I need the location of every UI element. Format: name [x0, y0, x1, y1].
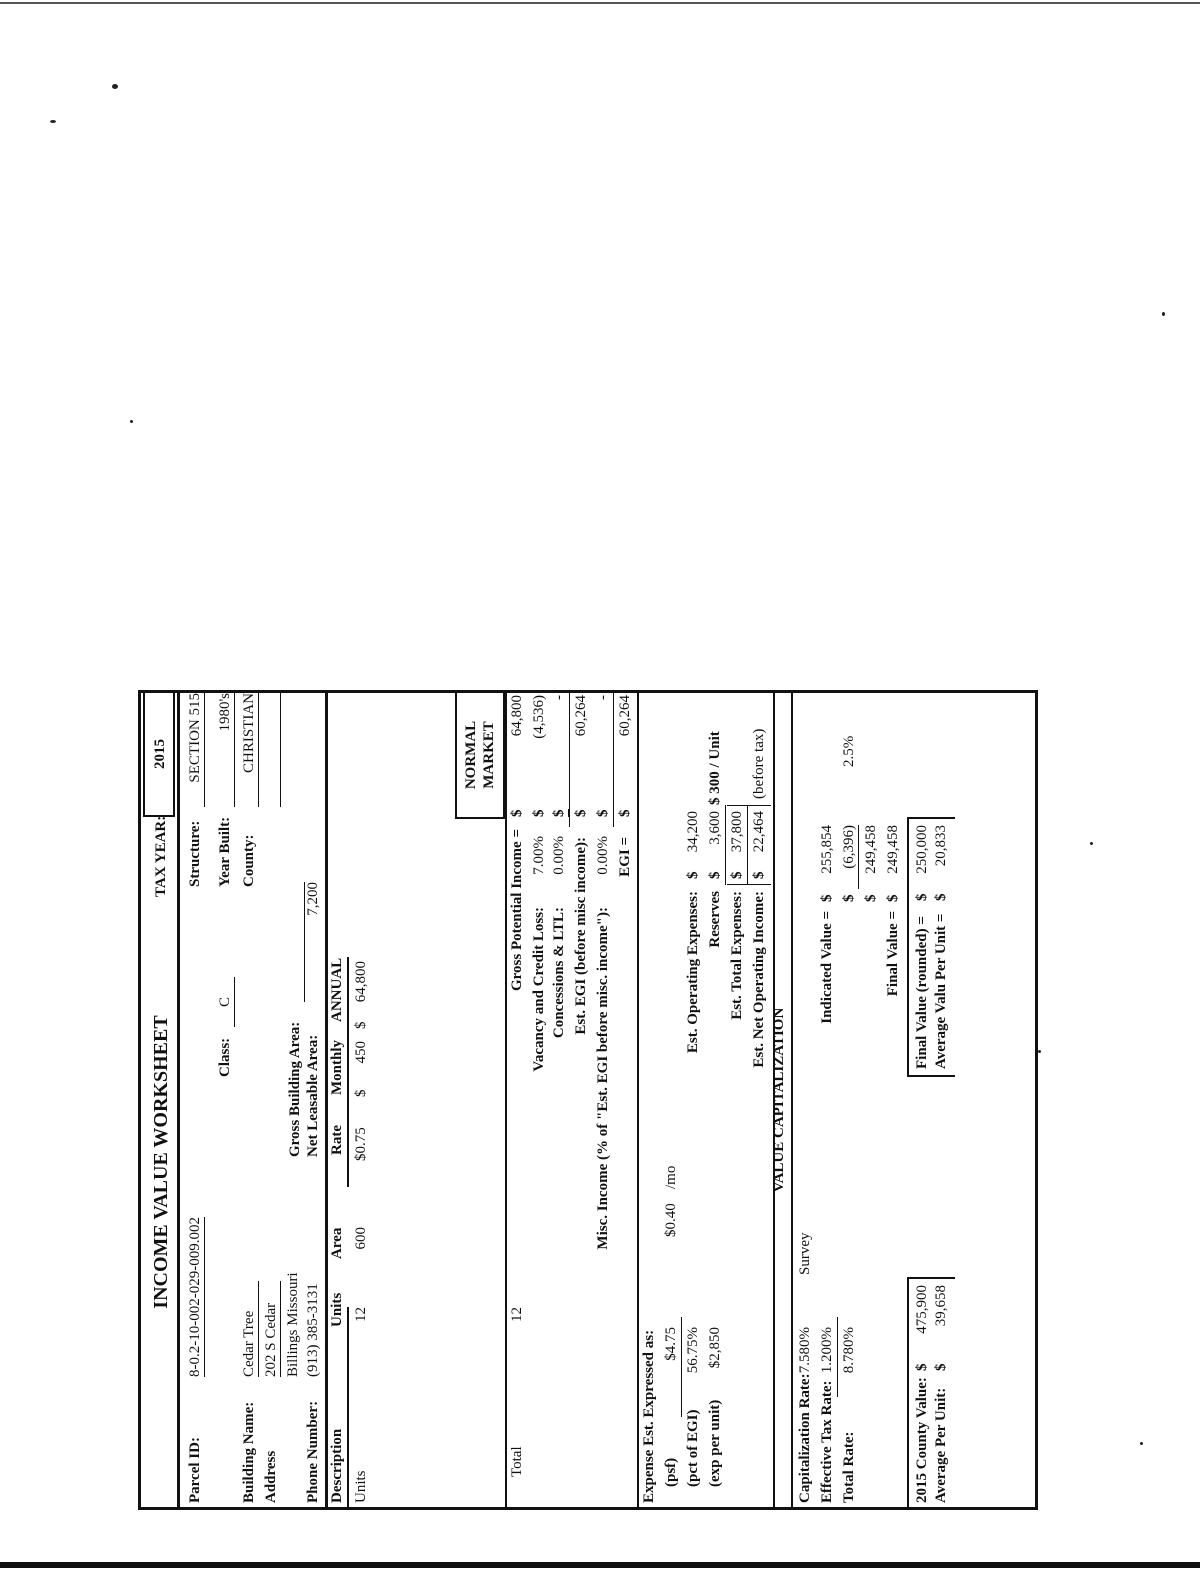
county-value-currency: $ — [914, 1363, 930, 1371]
parcel-label: Parcel ID: — [187, 1437, 203, 1503]
concessions-currency: $ — [551, 809, 567, 817]
noi-value: 22,464 — [751, 811, 767, 853]
blank-field — [263, 693, 281, 807]
op-exp-currency: $ — [685, 871, 701, 879]
address-line1: 202 S Cedar — [263, 1281, 281, 1377]
psf-label: (psf) — [663, 1457, 679, 1487]
county-value-label: 2015 County Value: — [914, 1377, 930, 1503]
concessions-pct: 0.00% — [551, 836, 567, 875]
noi-label: Est. Net Operating Income: — [751, 891, 767, 1068]
underline — [725, 805, 726, 885]
row-description: Units — [353, 1470, 369, 1503]
misc-income-pct: 0.00% — [595, 836, 611, 875]
scan-speck — [1038, 1050, 1041, 1053]
col-rate: Rate — [329, 1125, 345, 1155]
noi-note: (before tax) — [751, 728, 767, 799]
scan-speck — [1162, 312, 1165, 316]
divider — [773, 693, 775, 1507]
final-rounded-currency: $ — [914, 893, 930, 901]
class-value: C — [217, 977, 235, 1027]
final-value: 249,458 — [885, 825, 901, 874]
divider — [791, 693, 793, 1507]
underline — [837, 1317, 838, 1397]
gba-value — [287, 882, 305, 1002]
psf-monthly-unit: /mo — [663, 1165, 679, 1189]
cap-rate-source: Survey — [797, 1232, 813, 1275]
tax-year-value: 2015 — [152, 739, 168, 769]
total-exp-currency: $ — [729, 871, 745, 879]
col-annual: ANNUAL — [329, 957, 345, 1022]
building-name: Cedar Tree — [241, 1281, 259, 1377]
divider — [637, 693, 639, 1507]
underline — [613, 691, 614, 827]
col-monthly: Monthly — [329, 1039, 345, 1095]
county-value-box — [907, 1277, 955, 1507]
concessions-value: - — [551, 695, 567, 700]
county-value: 475,900 — [914, 1285, 930, 1334]
est-egi-value: 60,264 — [573, 695, 589, 737]
concessions-label: Concessions & LTL: — [551, 907, 567, 1039]
year-built-value: 1980's — [217, 693, 235, 807]
total-exp-label: Est. Total Expenses: — [729, 891, 745, 1020]
scan-speck — [1140, 1442, 1143, 1445]
pct-egi-label: (pct of EGI) — [685, 1409, 701, 1487]
scan-speck — [1090, 842, 1093, 845]
adjustment-value: (6,396) — [841, 825, 859, 889]
county-label: County: — [241, 834, 257, 887]
pct-egi-value: 56.75% — [685, 1327, 701, 1374]
avg-per-unit-value: 39,658 — [933, 1285, 949, 1327]
vacancy-label: Vacancy and Credit Loss: — [531, 907, 547, 1072]
eff-tax-value: 1.200% — [819, 1327, 835, 1374]
egi-value: 60,264 — [617, 695, 633, 737]
total-label: Total — [509, 1446, 525, 1477]
vacancy-pct: 7.00% — [531, 836, 547, 875]
final-rounded-label: Final Value (rounded) = — [914, 916, 930, 1069]
adjustment-currency: $ — [841, 894, 857, 902]
divider — [347, 957, 349, 1187]
market-line2: MARKET — [481, 721, 497, 789]
year-built-label: Year Built: — [217, 816, 233, 887]
vacancy-value: (4,536) — [531, 695, 547, 739]
avg-per-unit-label: Average Per Unit: — [933, 1387, 949, 1503]
col-description: Description — [329, 1428, 345, 1503]
per-unit-value: $2,850 — [707, 1327, 723, 1369]
normal-market-box — [455, 691, 505, 819]
total-exp-value: 37,800 — [729, 811, 745, 853]
structure-value: SECTION 515 — [187, 693, 205, 807]
phone-value: (913) 385-3131 — [305, 1283, 321, 1377]
per-unit-label: (exp per unit) — [707, 1399, 723, 1487]
total-rate-label: Total Rate: — [841, 1431, 857, 1503]
final-rounded-value: 250,000 — [914, 825, 930, 874]
underline — [569, 691, 570, 827]
nla-value: 7,200 — [305, 882, 321, 916]
indicated-currency: $ — [819, 894, 835, 902]
row-monthly-currency: $ — [353, 1089, 369, 1097]
egi-label: EGI = — [617, 837, 633, 877]
tax-year-label: TAX YEAR: — [153, 815, 169, 897]
gba-label: Gross Building Area: — [287, 1021, 303, 1157]
gpi-value: 64,800 — [509, 695, 525, 737]
final-rounded-box — [907, 817, 955, 1077]
total-rate-value: 8.780% — [841, 1327, 857, 1374]
op-exp-value: 34,200 — [685, 811, 701, 853]
row-area: 600 — [353, 1227, 369, 1250]
adjustment-pct: 2.5% — [841, 735, 857, 767]
final-label: Final Value = — [885, 911, 901, 997]
avg-valu-value: 20,833 — [933, 825, 949, 867]
address-label: Address — [263, 1450, 279, 1503]
address-line2: Billings Missouri — [285, 1272, 301, 1377]
row-monthly: 450 — [353, 1041, 369, 1064]
scan-speck — [112, 84, 118, 89]
misc-income-currency: $ — [595, 809, 611, 817]
psf-monthly: $0.40 — [663, 1203, 679, 1237]
misc-income-value: - — [595, 695, 611, 700]
est-egi-currency: $ — [573, 809, 589, 817]
gpi-currency: $ — [509, 809, 525, 817]
scan-speck — [130, 420, 133, 423]
parcel-id: 8-0.2-10-002-029-009.002 — [187, 1217, 203, 1377]
egi-currency: $ — [617, 809, 633, 817]
row-annual: 64,800 — [353, 961, 369, 1003]
worksheet-title: INCOME VALUE WORKSHEET — [150, 1015, 172, 1309]
est-egi-label: Est. EGI (before misc income): — [573, 837, 589, 1035]
row-annual-currency: $ — [353, 1021, 369, 1029]
subtotal-value: 249,458 — [863, 825, 879, 874]
class-label: Class: — [217, 1037, 233, 1077]
avg-valu-label: Average Valu Per Unit = — [933, 913, 949, 1069]
underline — [681, 1317, 682, 1417]
reserves-label: Reserves — [707, 891, 723, 948]
eff-tax-label: Effective Tax Rate: — [819, 1380, 835, 1503]
indicated-value: 255,854 — [819, 825, 835, 874]
county-value: CHRISTIAN — [241, 693, 259, 807]
expense-heading: Expense Est. Expressed as: — [641, 1329, 657, 1503]
building-name-label: Building Name: — [241, 1401, 257, 1503]
scan-edge-top — [0, 2, 1200, 4]
col-area: Area — [329, 1227, 345, 1259]
structure-label: Structure: — [187, 820, 203, 887]
cap-rate-label: Capitalization Rate: — [797, 1373, 813, 1503]
reserves-currency: $ — [707, 871, 723, 879]
divider — [325, 693, 328, 1507]
row-units: 12 — [353, 1307, 369, 1322]
income-value-worksheet — [138, 690, 1038, 1510]
gpi-label: Gross Potential Income = — [509, 829, 525, 992]
noi-currency: $ — [751, 871, 767, 879]
avg-valu-currency: $ — [933, 893, 949, 901]
divider — [505, 693, 507, 1507]
cap-rate-value: 7.580% — [797, 1327, 813, 1374]
final-currency: $ — [885, 894, 901, 902]
market-line1: NORMAL — [463, 720, 479, 790]
indicated-label: Indicated Value = — [819, 911, 835, 1024]
op-exp-label: Est. Operating Expenses: — [685, 891, 701, 1054]
vacancy-currency: $ — [531, 809, 547, 817]
tax-year-box — [143, 691, 175, 817]
capitalization-heading: VALUE CAPITALIZATION — [771, 1007, 787, 1193]
total-units: 12 — [509, 1307, 525, 1322]
scan-edge-bottom — [0, 1562, 1200, 1568]
col-units: Units — [329, 1292, 345, 1327]
reserves-note: $ 300 / Unit — [707, 731, 723, 805]
misc-income-label: Misc. Income (% of "Est. EGI before misc. income"): — [595, 907, 611, 1250]
divider — [347, 1307, 349, 1507]
reserves-value: 3,600 — [707, 811, 723, 845]
scan-speck — [50, 120, 56, 123]
totals-bracket — [727, 805, 771, 885]
nla-label: Net Leasable Area: — [305, 1034, 321, 1157]
psf-value: $4.75 — [663, 1327, 679, 1361]
phone-label: Phone Number: — [305, 1400, 321, 1503]
row-rate: $0.75 — [353, 1127, 369, 1161]
avg-per-unit-currency: $ — [933, 1363, 949, 1371]
divider — [177, 693, 180, 1507]
subtotal-currency: $ — [863, 894, 879, 902]
